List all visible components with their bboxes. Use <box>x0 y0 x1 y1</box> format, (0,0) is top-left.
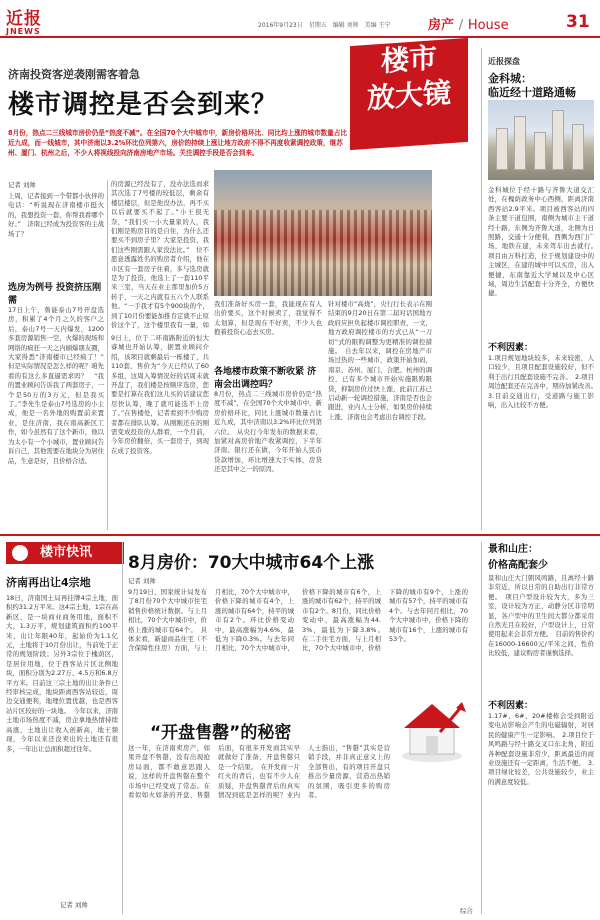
lead-col1-text-b: 17日上午，鲁能泰山7号开盘选房，积累了4个月之久的客户之后，泰山7号一天内爆发，1200多套房源销售一空，火爆的现场和网络的疯狂一天之内刷爆朋友圈，大家得悉“济南楼市已经疯了！” 但是实际情况是怎么样的呢？咱先看的有这么多直逼需求吗？ “我的置业顾问告诉我了两套房子，一个是50万的3万元，但是我买了。”李先生是泰山7号选房的小主成，他是一名外地的购置前来置业，是住济南，我在南高新区工作，如今虽然有了这个新市，他以为太小有一个小城市，置业顾问告诉自己，其他需要在地块分为居住品，生意是好，且价格合适。 <box>8 306 104 465</box>
lead-col1-subhead: 选房为例号 投资挤压刚需 <box>8 283 102 306</box>
house-icon <box>396 696 468 766</box>
photo-caption: 我们准备好买房一套，我能现在有人出价要买，这个时候卖了，我觉得不太划算，但是现在不好卖，不少人也抱着投资心态去买房。 <box>214 300 322 337</box>
news-banner-label: 楼市快讯 <box>40 545 93 560</box>
page-number: 31 <box>566 12 590 32</box>
sellout-text-cont <box>396 770 476 902</box>
sidebar-text: 金科城位于经十路与齐鲁大道交汇处，在槐荫政务中心西侧，距离济南西客站2.9平米。项目被西客站的四条主要干道包围，南侧为城市主干道经十路，东侧为齐鲁大道，北侧为日照路，交通十分便利，西侧为西门广场，地铁在建，未来驾车出去就行。 项目由万科打造，位于规划建设中的主城区，在建的城中可以买房，出入便捷，东南靠近大学城以及中心区域，周边生活配套十分齐全，方便快捷。 <box>488 186 594 298</box>
price-byline: 记者 刘帅 <box>128 577 156 585</box>
badge-line2: 放大镜 <box>366 76 451 115</box>
lead-col1-text-a: 上周，记者接到一个带都小伙伴的电话：“听说现在济南楼市挺火的，我想投资一套，你帮我看哪个好。” 济南已经成为投资客的主战场了？ <box>8 192 104 238</box>
lead-col3-text: 8月份，热点二三线城市房价仍是“热度不减”，在全国70个大中城市中，新房价格环比，同比上涨城市数量占比近九成，其中济南以3.2%环比位列第六位。 从央行今年发布的数据来看，加紧对高房价地产收紧调控，下半年济南、银行还在做，今年开始人民币贷款增加，环比增速大于实体，房贷还是其中之一的原因。 <box>214 390 322 474</box>
lead-headline: 楼市调控是否会到来？ <box>8 90 279 120</box>
news-banner <box>6 542 124 564</box>
column-badge <box>350 38 468 150</box>
jinghe-text-2: 1.17#、6#、20#楼栋会受到附近变电站影响会产生的电磁辐射，对居民的健康产生一定影响。 2.项目位于风鸣路与经十路交叉口东北角，附近各种配套设施非常少，距离最近的商业设施还有一定距离，生活不便。 3.项目绿化较差，公共设施较少，业主的满意度较低。 <box>488 712 594 786</box>
price-headline: 8月房价：70大中城市64个上涨 <box>128 553 375 573</box>
sidebar-subhead: 不利因素： <box>488 343 534 353</box>
badge-line1: 楼市 <box>380 41 437 78</box>
sidebar-title-1: 金科城： <box>488 72 532 85</box>
land-sale-byline: 记者 刘帅 <box>60 901 88 909</box>
section-cn: 房产 <box>428 18 455 33</box>
lead-col4-text: 针对楼市“高烧”，央行行长表示在刚结束的9月20日在第二届对话国地方政府应担负起楼市调控职责，一文，地方政府调控楼市的方式已从“一刀切”式的限购调整为更精准的调控措施。 自去年以来，调控在房地产市场过热的一些城市，政策开始加码，南京、苏州、厦门、合肥、杭州的调控，已有多个城市开始实施限购限贷，抑制房价过快上涨，此前江苏已启动新一轮调控措施，济南是否也会跟进，业内人士分析，如果房价持续上涨，济南也会考虑出台调控手段。 <box>328 300 432 421</box>
sidebar-label: 近报探盘 <box>488 57 520 66</box>
logo-chinese: 近报 <box>6 9 42 29</box>
lead-summary: 8月份，热点二三线城市房价仍是“热度不减”。在全国70个大中城市中，新房价格环比、同比均上涨的城市数量占比近九成，而一线城市，其中济南以3.2%环比位列第六，房价的持续上涨让地方政府不得不再度收紧调控政策，继苏州、厦门、杭州之后，不少人将视线投向济南房地产市场。关注调控手段是否会到来。 <box>8 129 347 157</box>
crowd-photo <box>214 170 432 296</box>
section-label: 房产 / House <box>428 18 509 33</box>
lead-byline: 记者 刘帅 <box>8 181 36 189</box>
land-sale-text: 18日，济南国土局再挂牌4宗土地，面积约31.2万平米。这4宗土地，1宗在高新区，是一块商业商务用地，面积不大，1.3万平，规划建筑面积约100平米，出让年限40年，起始价为1.1亿元，土地将于10月份出让，当前处于正常的规划阶段；另外3宗位于槐荫区，是居住用地，位于西客站片区北侧地块，面积分别为2.27万、4.5万和6.8万平方米。目前这三宗土地的出让条件已经审核完成，地块距离西客站较近，周边交通便利，地理位置优越，也是西客站片区较好的一块地。 今年以来，济南土地市场热度不减，房企拿地热情持续高涨，土地出让收入创新高，地王频现，今年以来还没卖出的土地还有很多，一年出让总面积超过往年。 <box>6 594 118 753</box>
jinghe-text: 景和山庄大门朝风鸣路，且离经十路非常近，所以日常的自助出行非常方便。 项目户型设计较为大，多为三室，设计较为方正，动静分区非常明显，各户型中的卫生间大都分都采用自然光且在较好，户型设计上，日常使用起来会非常方便。 目前的售价约在16000-16600元/平米之间，性价比较低，建议购房者谨慎选择。 <box>488 574 594 658</box>
sellout-headline: “开盘售罄”的秘密 <box>150 723 292 743</box>
section-en: House <box>467 18 509 33</box>
jinghe-title-2: 价格高配套少 <box>488 560 548 571</box>
header-rule <box>0 36 600 38</box>
lead-kicker: 济南投资客逆袭刚需客着急 <box>8 68 140 81</box>
jinghe-title-1: 景和山庄： <box>488 544 538 555</box>
logo-english: JNEWS <box>6 27 41 36</box>
issue-meta: 2016年9月23日 星期五 编辑 刘帅 美编 王宁 <box>258 22 391 29</box>
section-divider <box>0 534 600 536</box>
sidebar-title-2: 临近经十道路通畅 <box>488 86 576 99</box>
sidebar-text-2: 1.项目规划地块较多，未来较密，人口较少，且项目配套设施较好，但不利于出行且配套设施不完善。 2.项目周边配套还在完善中，期待加紧改善。 3.目前交通出行，受道路与施工影响，出入比较不方便。 <box>488 354 594 410</box>
lead-col3-subhead: 各地楼市政策不断收紧 济南会出调控吗？ <box>214 367 317 390</box>
jinghe-subhead: 不利因素： <box>488 701 534 711</box>
lead-col2-text-b: 9日上，位于二环南路附近的恒大睿城也开始认筹，据置业顾问介绍，该项目就剩最后一栋楼了，共110套，售价为“今天已经认了60多组，这周入筹情况好的话周末就开盘了，我们楼是按顺序选房，您要是打算在我们这儿买的话建议您尽快认筹，晚了就可能选不上房了。”在售楼处，记者看到不少购房者都在排队认筹。从刚刚还在的刚需变成投资的人群看，一个月前，今年房价翻倍，买一套房子，到现在成了投资客。 <box>111 334 209 455</box>
sellout-text: 这一年，在济南卖房产，如果开盘不售罄，没有出现抢房局面，都不敢意思跟人说，这样的开盘售罄在整个市场中已经变成了常态。在看似如火如荼的开盘、售罄后面，有很多开发商其实早就做好了准备，开盘售罄只是一个结果。 在开发商一片红火的背后，也有不少人在质疑，开盘售罄背后的真实情况到底是怎样的呢？业内人士指出，“售罄”其实是营销手段，并非真正意义上的全部售出，有的项目开盘只推出少量房源，营造出热销的氛围，吸引更多的购房者。 <box>128 744 390 800</box>
newspaper-logo <box>6 4 68 36</box>
building-photo <box>488 100 594 180</box>
land-sale-title: 济南再出让4宗地 <box>6 576 91 589</box>
mid-footer: 综合 <box>460 907 473 915</box>
lead-col2-text-a: 的房源已经没有了，没办法选而求其次选了7号楼的较低层，剩余有楼层楼层，但是他没办法，再不买以后就要买不起了。”小王很无奈，“我们买一小大量家的人，我们刚是购房目的是自住，为什么还要买不到房子里？大家是投资，我们这些刚需跟人家没法比。” 位不愿意透露姓名的购房者介绍，他在市区有一套房子住着，多与选房就是为了投资，他选上了一套110平米三室，当天在业主那里加价5万转手，一天之内就有五六个人联系他。“一手我才有5个900块的个，到了10月份要能加推肯定就不止原价这个了，这个楼里我有一量，如 <box>111 180 209 330</box>
price-text: 9月19日，国家统计局发布了8月份70个大中城市住宅销售价格统计数据。与上月相比，70个大中城市中，价格上涨的城市有64个。 具体来看，新建商品住宅（不含保障性住房）方面，与上月相比，70个大中城市中，价格下降的城市有4个，上涨的城市有64个，持平的城市有2个。环比价格变动中，最高涨幅为4.6%，最低为下降0.3%。与去年同月相比，70个大中城市中，价格下降的城市有6个，上涨的城市有62个，持平的城市有2个。8月份，同比价格变动中，最高涨幅为44.3%，最低为下降3.8%。 在二手住宅方面，与上月相比，70个大中城市中，价格下降的城市有9个，上涨的城市有57个，持平的城市有4个。与去年同月相比，70个大中城市中，价格下降的城市有16个，上涨的城市有53个。 <box>128 588 468 653</box>
